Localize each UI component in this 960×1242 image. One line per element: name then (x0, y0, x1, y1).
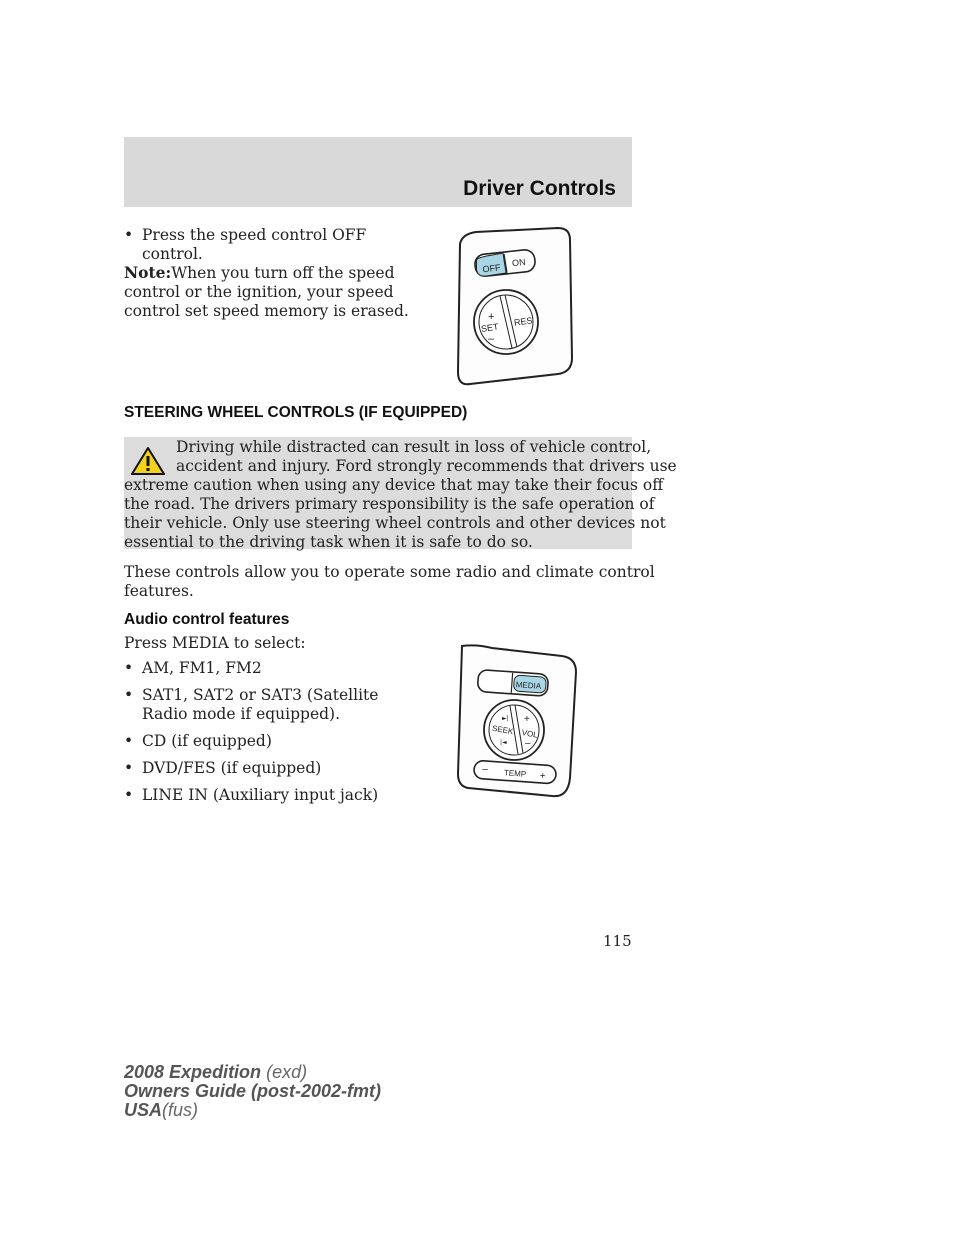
controls-intro (124, 563, 655, 601)
on-label: ON (511, 256, 527, 269)
note-line: When you turn off the speed (171, 264, 395, 282)
speed-control-switch-figure (448, 226, 578, 386)
set-minus: – (488, 333, 495, 345)
steering-wheel-controls-figure (452, 642, 580, 802)
footer-market-code: (fus) (162, 1100, 199, 1120)
vol-label: VOL (521, 728, 539, 740)
bullet-dot: • (124, 786, 134, 804)
vol-plus: + (524, 714, 530, 725)
bullet-dot: • (124, 759, 134, 777)
audio-item-line: DVD/FES (if equipped) (142, 759, 322, 777)
seek-label: SEEK (491, 723, 515, 737)
footer-model-code: (exd) (266, 1062, 308, 1082)
off-label: OFF (482, 262, 501, 275)
audio-item-line: LINE IN (Auxiliary input jack) (142, 786, 379, 804)
warning-line: accident and injury. Ford strongly recommends that drivers use (176, 457, 677, 475)
bullet-dot: • (124, 659, 134, 677)
note-label: Note: (124, 263, 172, 282)
steering-controls-heading: STEERING WHEEL CONTROLS (IF EQUIPPED) (124, 404, 468, 421)
speed-control-note (124, 263, 414, 321)
set-label: SET (480, 321, 500, 334)
temp-minus: – (481, 763, 489, 776)
warning-line: extreme caution when using any device that may take their focus off (124, 476, 664, 494)
warning-icon (130, 446, 166, 476)
intro-line: These controls allow you to operate some radio and climate control (124, 563, 655, 581)
audio-item-line: AM, FM1, FM2 (142, 659, 262, 677)
bullet-line: Press the speed control OFF (142, 226, 367, 244)
media-intro: Press MEDIA to select: (124, 634, 306, 652)
bullet-dot: • (124, 732, 134, 750)
warning-line: essential to the driving task when it is safe to do so. (124, 533, 533, 551)
set-plus: + (488, 311, 495, 323)
warning-line: Driving while distracted can result in loss of vehicle control, (176, 438, 652, 456)
audio-item-line: SAT1, SAT2 or SAT3 (Satellite (142, 686, 379, 704)
vol-minus: – (525, 738, 531, 749)
temp-label: TEMP (503, 768, 527, 779)
temp-plus: + (539, 770, 546, 783)
section-title: Driver Controls (463, 177, 616, 200)
header-band (124, 137, 632, 207)
document-footer (124, 1063, 381, 1120)
seek-prev-icon: |◄ (500, 739, 507, 746)
intro-line: features. (124, 582, 194, 600)
note-line: control or the ignition, your speed (124, 283, 394, 301)
bullet-line: control. (142, 245, 203, 263)
footer-market: USA (124, 1100, 163, 1120)
footer-model: 2008 Expedition (124, 1062, 262, 1082)
warning-line: the road. The drivers primary responsibility is the safe operation of (124, 495, 655, 513)
note-line: control set speed memory is erased. (124, 302, 409, 320)
page-number: 115 (603, 932, 632, 950)
footer-guide: Owners Guide (post-2002-fmt) (124, 1081, 382, 1101)
bullet-dot: • (124, 686, 134, 704)
media-label: MEDIA (515, 680, 542, 691)
audio-item-line: CD (if equipped) (142, 732, 272, 750)
warning-line: their vehicle. Only use steering wheel controls and other devices not (124, 514, 666, 532)
audio-control-heading: Audio control features (124, 611, 290, 628)
res-label: RES (513, 315, 534, 328)
seek-next-icon: ►| (502, 715, 509, 722)
bullet-dot: • (124, 226, 134, 244)
audio-item-line: Radio mode if equipped). (142, 705, 341, 723)
